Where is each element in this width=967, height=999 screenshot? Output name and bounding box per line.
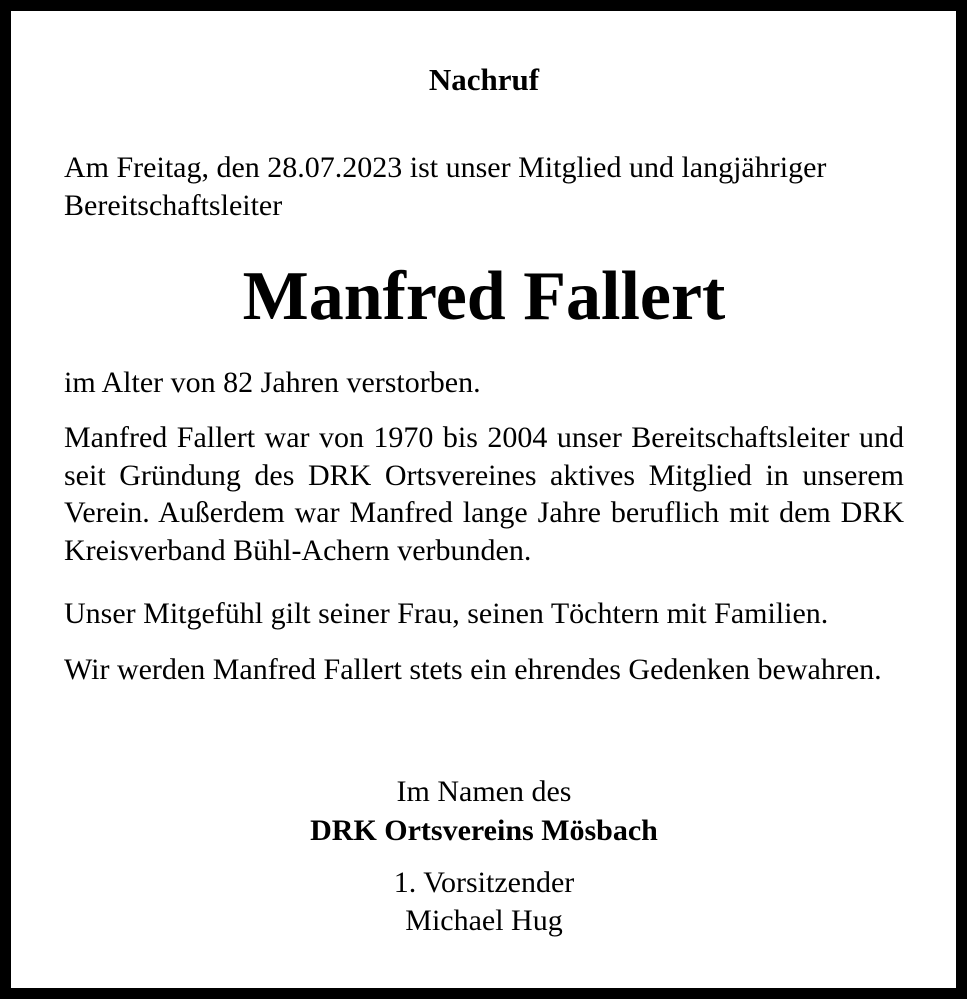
signatory-name: Michael Hug — [405, 904, 563, 937]
organization-name: DRK Ortsvereins Mösbach — [310, 814, 658, 847]
biography-paragraph: Manfred Fallert war von 1970 bis 2004 unser Bereitschaftsleiter und seit Gründung des DRK Ortsvereines aktives Mitglied in unserem Verein. Außerdem war Manfred lange Jahre beruflich mit dem DRK Kreisverband Bühl-Achern verbunden. — [64, 421, 904, 567]
notice-title: Nachruf — [428, 62, 540, 97]
deceased-name: Manfred Fallert — [242, 258, 726, 335]
age-line: im Alter von 82 Jahren verstorben. — [64, 366, 481, 399]
condolence-paragraph: Unser Mitgefühl gilt seiner Frau, seinen Töchtern mit Familien. — [64, 597, 829, 630]
on-behalf-line: Im Namen des — [396, 775, 572, 808]
remembrance-paragraph: Wir werden Manfred Fallert stets ein ehrendes Gedenken bewahren. — [64, 653, 882, 686]
signatory-role: 1. Vorsitzender — [393, 866, 575, 899]
intro-line-2: Bereitschaftsleiter — [64, 189, 283, 222]
intro-line-1: Am Freitag, den 28.07.2023 ist unser Mitglied und langjähriger — [64, 151, 827, 184]
